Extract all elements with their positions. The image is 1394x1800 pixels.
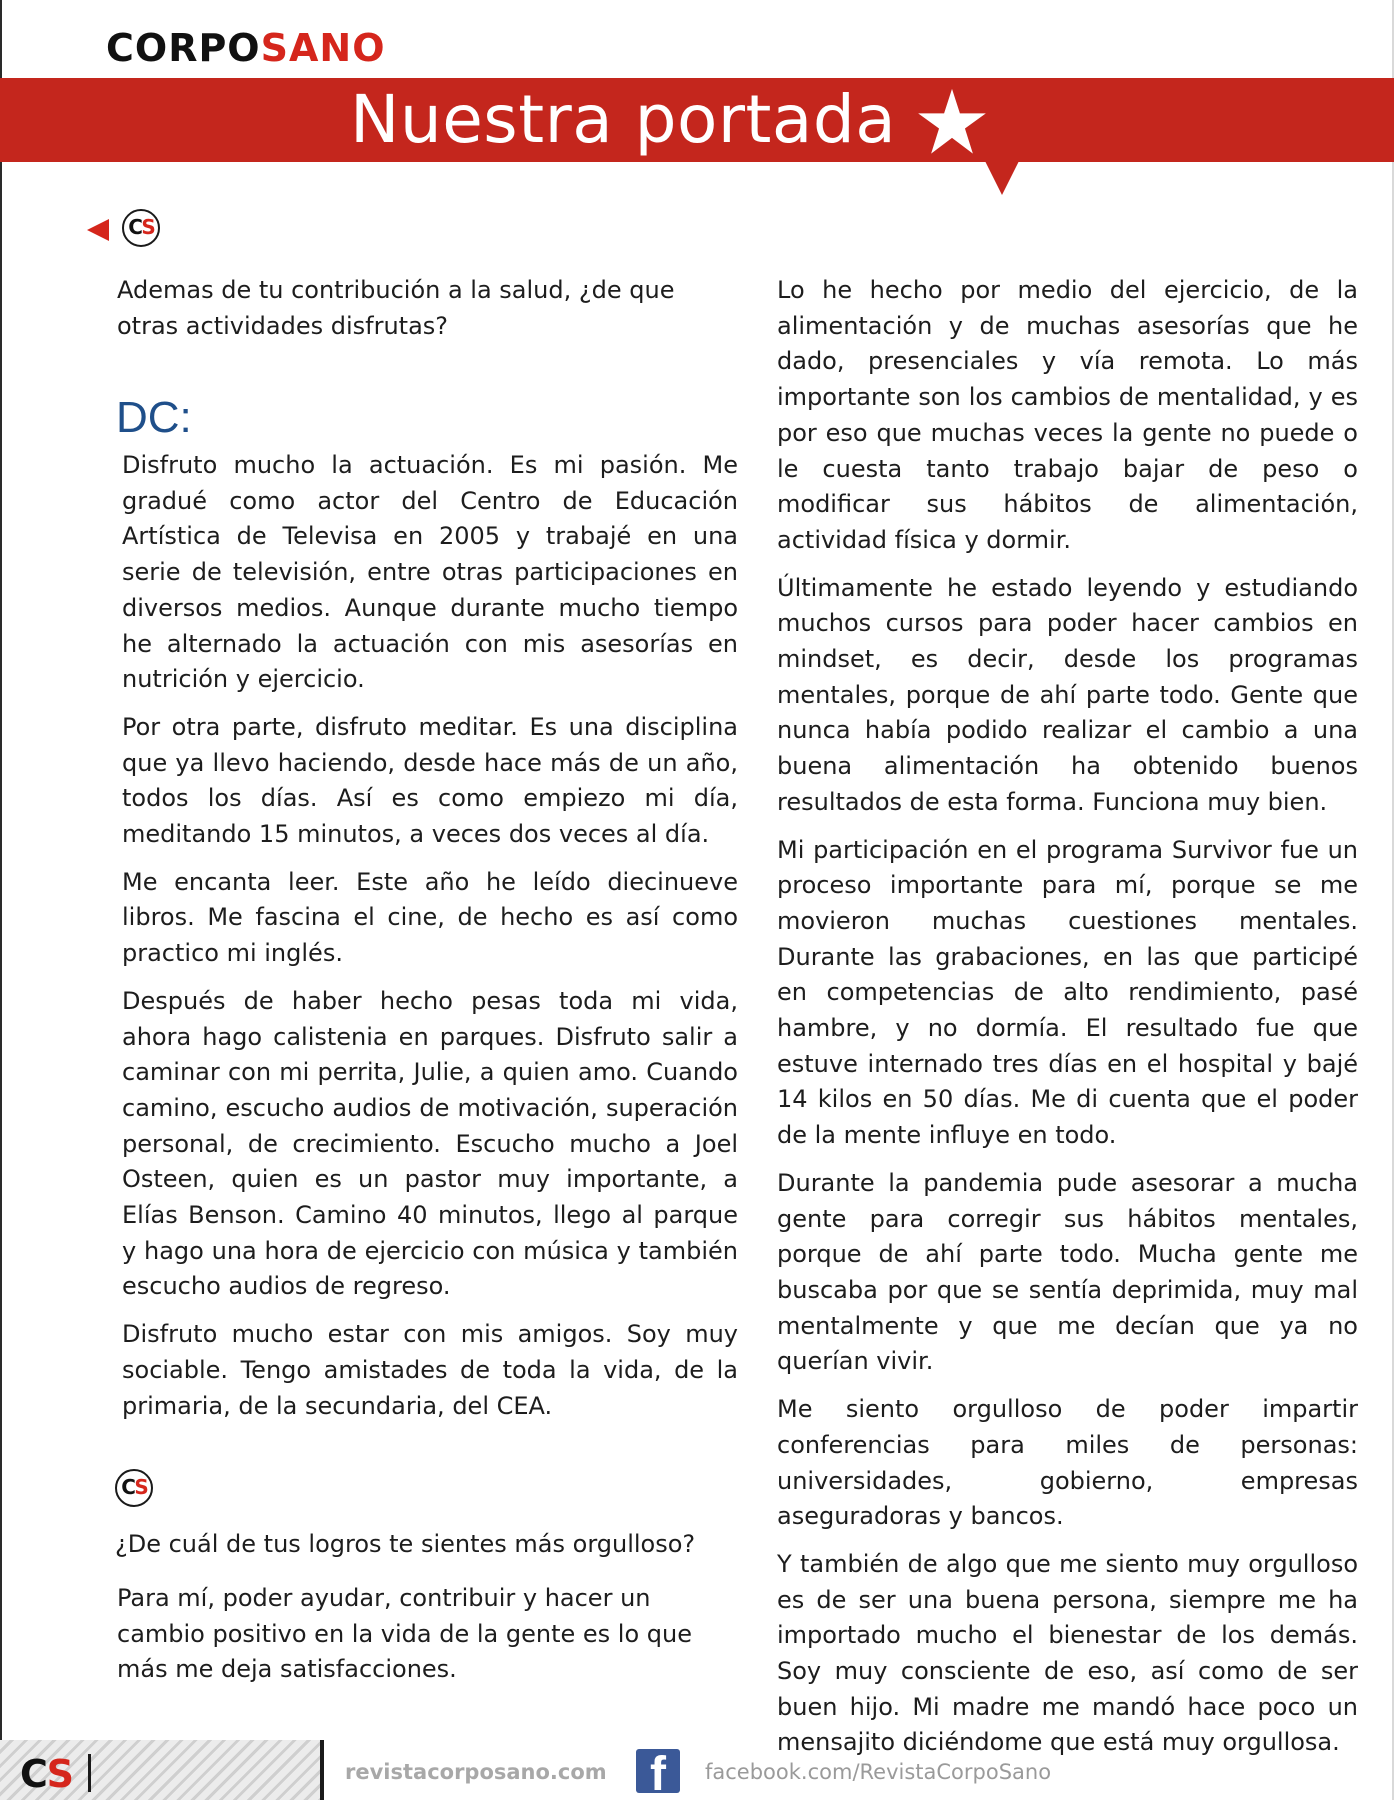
website-link[interactable]: revistacorposano.com [345, 1760, 607, 1784]
question-activities: Ademas de tu contribución a la salud, ¿de que otras actividades disfrutas? [117, 276, 675, 340]
answer-paragraph: Después de haber hecho pesas toda mi vida, ahora hago calistenia en parques. Disfruto salir a caminar con mi perrita, Julie, a quien amo. Cuando camino, escucho audios de motivación, superación personal, de crecimiento. Escucho mucho a Joel Osteen, quien es un pastor muy importante, a Elías Benson. Camino 40 minutos, llego al parque y hago una hora de ejercicio con música y también escucho audios de regreso. [122, 986, 738, 1301]
footer-divider [320, 1740, 324, 1800]
logo-corpo-text: CORPO [106, 26, 261, 70]
facebook-link[interactable]: facebook.com/RevistaCorpoSano [705, 1760, 1052, 1784]
facebook-glyph: f [650, 1749, 666, 1793]
answer-paragraph: Por otra parte, disfruto meditar. Es una disciplina que ya llevo haciendo, desde hace más de un año, todos los días. Así es como empiezo mi día, meditando 15 minutos, a veces dos veces al día. [122, 712, 738, 849]
footer-cs-logo[interactable]: CS [20, 1752, 72, 1796]
page-left-rule [0, 0, 2, 1800]
corposano-logo[interactable] [106, 26, 386, 70]
right-paragraph: Mi participación en el programa Survivor fue un proceso importante para mí, porque se me movieron muchas cuestiones mentales. Durante las grabaciones, en las que participé en competencias de alto rendimiento, pasé hambre, y no dormía. El resultado fue que estuve internado tres días en el hospital y bajé 14 kilos en 50 días. Me di cuenta que el poder de la mente influye en todo. [777, 835, 1358, 1150]
back-arrow-icon[interactable] [87, 219, 109, 241]
answer-activities [122, 448, 738, 1436]
star-icon [916, 86, 988, 158]
right-paragraph: Y también de algo que me siento muy orgulloso es de ser una buena persona, siempre me ha importado mucho el bienestar de los demás. Soy muy consciente de eso, así como de ser buen hijo. Mi madre me mandó hace poco un mensajito diciéndome que está muy orgullosa. [777, 1549, 1358, 1757]
right-paragraph: Durante la pandemia pude asesorar a mucha gente para corregir sus hábitos mentales, porque de ahí parte todo. Mucha gente me buscaba por que se sentía deprimida, muy mal mentalmente y que me decían que ya no querían vivir. [777, 1168, 1358, 1376]
right-paragraph: Me siento orgulloso de poder impartir conferencias para miles de personas: universidades, gobierno, empresas aseguradoras y bancos. [777, 1395, 1358, 1531]
answer-paragraph: Disfruto mucho la actuación. Es mi pasión. Me gradué como actor del Centro de Educación Artística de Televisa en 2005 y trabajé en una serie de televisión, entre otras participaciones en diversos medios. Aunque durante mucho tiempo he alternado la actuación con mis asesorías en nutrición y ejercicio. [122, 451, 738, 694]
section-title: Nuestra portada [350, 81, 897, 158]
speaker-label: DC: [116, 393, 192, 442]
cs-badge-top[interactable]: CS [122, 209, 160, 247]
right-column [777, 273, 1358, 1773]
right-paragraph: Últimamente he estado leyendo y estudiando muchos cursos para poder hacer cambios en mindset, es decir, desde los programas mentales, porque de ahí parte todo. Gente que nunca había podido realizar el cambio a una buena alimentación ha obtenido buenos resultados de esta forma. Funciona muy bien. [777, 573, 1358, 816]
banner-notch [985, 161, 1019, 195]
right-paragraph: Lo he hecho por medio del ejercicio, de la alimentación y de muchas asesorías que he dado, presenciales y vía remota. Lo más importante son los cambios de mentalidad, y es por eso que muchas veces la gente no puede o le cuesta tanto trabajo bajar de peso o modificar sus hábitos de alimentación, actividad física y dormir. [777, 276, 1358, 554]
answer-paragraph: Me encanta leer. Este año he leído diecinueve libros. Me fascina el cine, de hecho es así como practico mi inglés. [122, 867, 738, 968]
cs-badge-bottom[interactable]: CS [115, 1469, 153, 1507]
answer-achievements: Para mí, poder ayudar, contribuir y hacer un cambio positivo en la vida de la gente es lo que más me deja satisfacciones. [117, 1584, 692, 1684]
facebook-icon[interactable] [636, 1749, 680, 1793]
footer-logo-bar [88, 1754, 91, 1792]
logo-sano-text: SANO [260, 26, 386, 70]
question-achievements: ¿De cuál de tus logros te sientes más orgulloso? [115, 1530, 696, 1558]
answer-paragraph: Disfruto mucho estar con mis amigos. Soy muy sociable. Tengo amistades de toda la vida, de la primaria, de la secundaria, del CEA. [122, 1320, 738, 1420]
